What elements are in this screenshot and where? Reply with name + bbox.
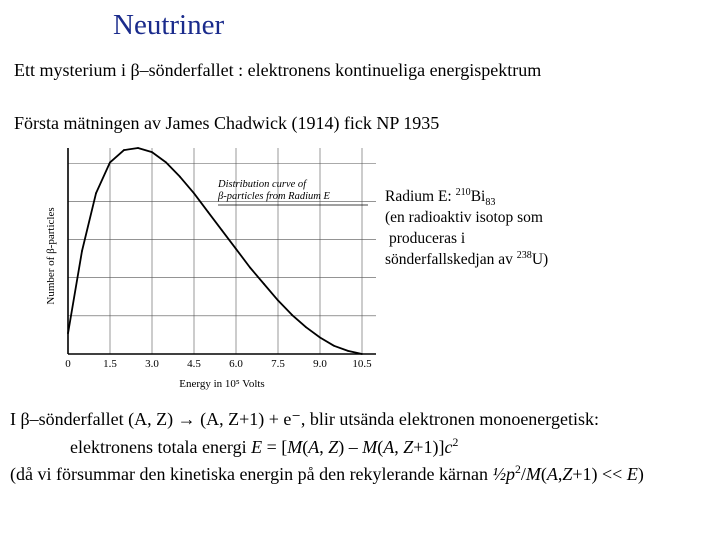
caption-line-3: produceras i bbox=[389, 230, 466, 247]
eq3-p: ( bbox=[540, 464, 547, 484]
eq2-A1: A bbox=[308, 437, 320, 457]
data-point-20 bbox=[347, 350, 349, 352]
x-tick-6: 9.0 bbox=[313, 358, 327, 370]
eq2-comma1: , bbox=[319, 437, 329, 457]
eq2-p1: ( bbox=[302, 437, 309, 457]
data-point-19 bbox=[333, 345, 335, 347]
eq3-slash: / bbox=[520, 464, 526, 484]
legend-line-0: Distribution curve of bbox=[218, 179, 307, 190]
caption-chain: sönderfallskedjan av bbox=[385, 251, 517, 268]
data-point-14 bbox=[263, 283, 265, 285]
eq3-ll: +1) << bbox=[572, 464, 627, 484]
intro-line: Ett mysterium i β–sönderfallet : elektronens kontinueliga energispektrum bbox=[14, 60, 542, 80]
data-point-7 bbox=[165, 162, 167, 164]
eq3-half-p: ½p bbox=[492, 464, 515, 484]
series-radium-e bbox=[68, 148, 362, 354]
eq3-text: (då vi försummar den kinetiska energin på den rekylerande kärnan bbox=[10, 464, 493, 484]
data-point-21 bbox=[361, 353, 363, 355]
data-point-15 bbox=[277, 300, 279, 302]
eq2-Z1: Z bbox=[328, 437, 339, 457]
eq2-c: c bbox=[444, 437, 453, 457]
data-point-3 bbox=[109, 162, 111, 164]
data-point-2 bbox=[95, 192, 97, 194]
energy-equation bbox=[70, 437, 458, 458]
eq2-minus: ) – bbox=[338, 437, 363, 457]
caption-elem: Bi bbox=[470, 188, 486, 205]
caption-prefix: Radium E: bbox=[385, 188, 456, 205]
eq2-exp: 2 bbox=[452, 436, 459, 449]
data-point-0 bbox=[67, 333, 69, 335]
data-point-5 bbox=[137, 147, 139, 149]
caption-line-1 bbox=[385, 186, 548, 207]
x-axis-label: Energy in 10⁵ Volts bbox=[179, 378, 265, 390]
caption-line-2: (en radioaktiv isotop som bbox=[385, 209, 543, 226]
x-tick-7: 10.5 bbox=[352, 358, 372, 370]
data-point-9 bbox=[193, 192, 195, 194]
caption-atomic-number: 83 bbox=[485, 197, 496, 209]
slide-title: Neutriner bbox=[113, 9, 225, 41]
spectrum-curve bbox=[67, 147, 363, 355]
eq2-text: elektronens totala energi bbox=[70, 437, 252, 457]
eq2-comma2: , bbox=[394, 437, 404, 457]
eq2-E: E bbox=[251, 437, 263, 457]
eq2-A2: A bbox=[383, 437, 395, 457]
eq2-close: +1)] bbox=[413, 437, 445, 457]
data-point-1 bbox=[81, 250, 83, 252]
data-point-12 bbox=[235, 248, 237, 250]
data-point-16 bbox=[291, 314, 293, 316]
eq2-Z2: Z bbox=[403, 437, 414, 457]
data-point-6 bbox=[151, 151, 153, 153]
chadwick-line: Första mätningen av James Chadwick (1914) fick NP 1935 bbox=[14, 113, 440, 133]
eq3-A: A bbox=[546, 464, 558, 484]
x-tick-0: 0 bbox=[65, 358, 71, 370]
x-tick-5: 7.5 bbox=[271, 358, 285, 370]
chart-legend bbox=[217, 179, 368, 205]
eq3-comma: , bbox=[557, 464, 563, 484]
eq3-Z: Z bbox=[562, 464, 573, 484]
x-tick-2: 3.0 bbox=[145, 358, 159, 370]
radium-caption bbox=[385, 186, 548, 270]
eq3-E: E bbox=[626, 464, 638, 484]
data-point-18 bbox=[319, 337, 321, 339]
beta-decay-equation: I β–sönderfallet (A, Z) → (A, Z+1) + e⁻, blir utsända elektronen monoenergetisk: bbox=[10, 409, 599, 429]
eq2-eq: = [ bbox=[262, 437, 288, 457]
recoil-note bbox=[10, 464, 644, 485]
caption-line-4 bbox=[385, 249, 548, 270]
eq3-close: ) bbox=[637, 464, 644, 484]
caption-u: U) bbox=[531, 251, 549, 268]
data-point-11 bbox=[221, 230, 223, 232]
x-tick-labels bbox=[65, 358, 372, 370]
data-point-4 bbox=[123, 149, 125, 151]
data-point-8 bbox=[179, 176, 181, 178]
data-point-13 bbox=[249, 267, 251, 269]
data-point-17 bbox=[305, 326, 307, 328]
y-axis-label: Number of β-particles bbox=[45, 207, 57, 305]
data-point-10 bbox=[207, 211, 209, 213]
caption-u-mass: 238 bbox=[516, 249, 532, 261]
legend-line-1: β-particles from Radium E bbox=[218, 191, 330, 202]
eq2-M2: M bbox=[362, 437, 378, 457]
eq3-M: M bbox=[525, 464, 541, 484]
x-tick-1: 1.5 bbox=[103, 358, 117, 370]
x-tick-4: 6.0 bbox=[229, 358, 243, 370]
eq2-M1: M bbox=[287, 437, 303, 457]
caption-mass: 210 bbox=[455, 186, 471, 198]
eq3-exp: 2 bbox=[514, 463, 521, 476]
eq2-p2: ( bbox=[377, 437, 384, 457]
beta-spectrum-chart bbox=[40, 142, 385, 392]
x-tick-3: 4.5 bbox=[187, 358, 201, 370]
